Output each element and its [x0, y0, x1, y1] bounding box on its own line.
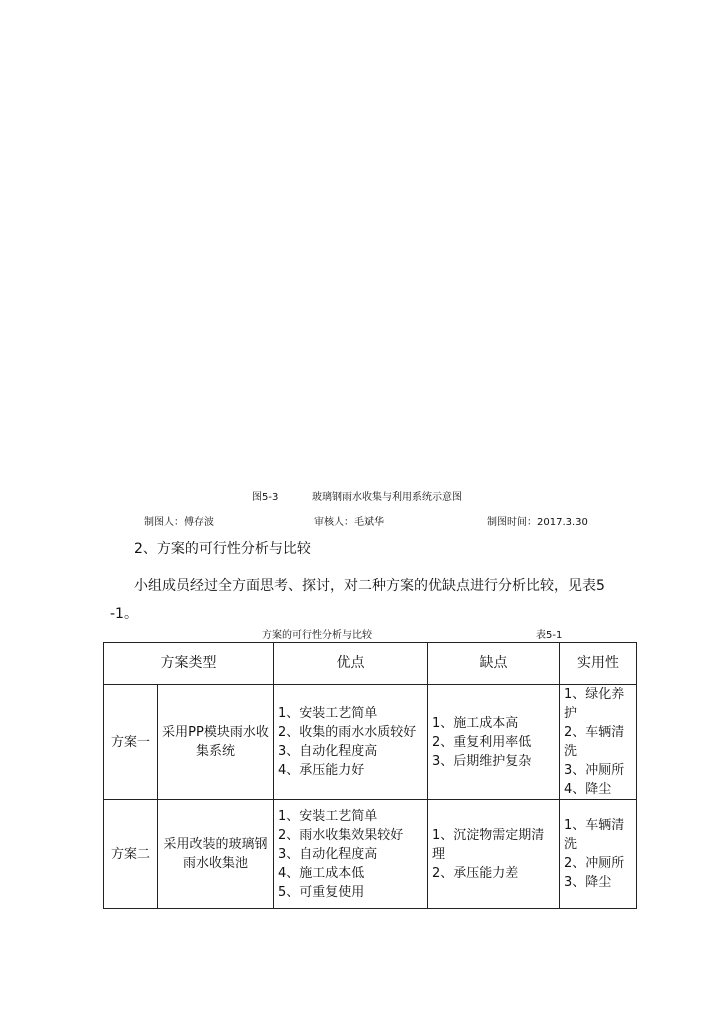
table-header-row: [104, 643, 637, 685]
list-item: 1、沉淀物需定期清理: [432, 827, 545, 862]
figure-caption-label: 图5-3: [252, 492, 279, 503]
list-item: 1、车辆清洗: [564, 818, 625, 852]
table-caption: 方案的可行性分析与比较: [262, 630, 372, 641]
table-number: 表5-1: [536, 630, 563, 641]
plan-name: 方案二: [104, 800, 158, 909]
plan-description: 采用PP模块雨水收集系统: [158, 685, 274, 800]
advantages-cell: [274, 800, 428, 909]
practicality-cell: [560, 800, 637, 909]
list-item: 1、安装工艺简单: [278, 808, 378, 824]
list-item: 2、收集的雨水水质较好: [278, 725, 417, 740]
list-item: 2、冲厕所: [564, 856, 625, 871]
credit-date: 制图时间：2017.3.30: [487, 517, 588, 528]
list-item: 3、自动化程度高: [278, 846, 378, 862]
list-item: 2、承压能力差: [432, 865, 519, 881]
disadvantages-cell: [428, 800, 560, 909]
list-item: 3、后期维护复杂: [432, 753, 532, 769]
list-item: 1、施工成本高: [432, 715, 519, 731]
practicality-cell: [560, 685, 637, 800]
plan-description: 采用改装的玻璃钢雨水收集池: [158, 800, 274, 909]
credit-drawn-by: 制图人：傅存波: [144, 517, 214, 528]
advantages-cell: [274, 685, 428, 800]
list-item: 1、安装工艺简单: [278, 706, 378, 721]
paragraph-line-2: -1。: [110, 606, 138, 622]
list-item: 2、车辆清洗: [564, 725, 625, 759]
table-row: [104, 685, 637, 800]
plan-name: 方案一: [104, 685, 158, 800]
feasibility-table: [103, 642, 637, 909]
list-item: 3、降尘: [564, 875, 612, 890]
credit-reviewed-by: 审核人：毛斌华: [314, 517, 384, 528]
list-item: 5、可重复使用: [278, 884, 365, 900]
list-item: 4、承压能力好: [278, 763, 365, 778]
section-heading: 2、方案的可行性分析与比较: [134, 541, 311, 557]
disadvantages-cell: [428, 685, 560, 800]
list-item: 4、降尘: [564, 782, 612, 797]
list-item: 4、施工成本低: [278, 865, 365, 881]
header-advantages: 优点: [274, 643, 428, 685]
figure-caption-title: 玻璃钢雨水收集与利用系统示意图: [312, 492, 462, 503]
list-item: 3、自动化程度高: [278, 744, 378, 759]
list-item: 2、雨水收集效果较好: [278, 827, 404, 843]
list-item: 3、冲厕所: [564, 763, 625, 778]
table-row: [104, 800, 637, 909]
header-plan-type: 方案类型: [104, 643, 274, 685]
header-practicality: 实用性: [560, 643, 637, 685]
list-item: 2、重复利用率低: [432, 734, 532, 750]
list-item: 1、绿化养护: [564, 687, 625, 721]
paragraph-line-1: 小组成员经过全方面思考、探讨，对二种方案的优缺点进行分析比较，见表5: [134, 578, 605, 594]
header-disadvantages: 缺点: [428, 643, 560, 685]
